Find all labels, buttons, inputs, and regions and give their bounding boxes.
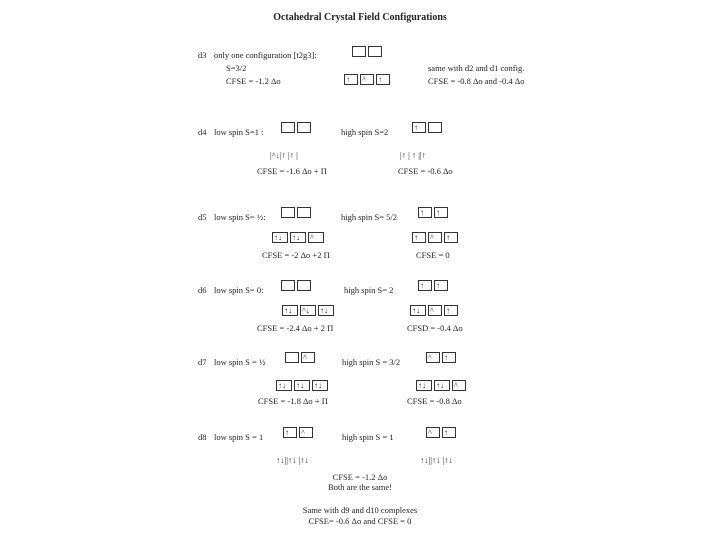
orbital-box: ↑ [344, 74, 358, 85]
d5-label: d5 [198, 212, 207, 222]
orbital-box: ↑↓ [318, 305, 334, 316]
orbital-box: ↑ [444, 305, 458, 316]
d6-low-cfse: CFSE = -2.4 Δo + 2 Π [257, 323, 334, 333]
orbital-box: ↑↓ [276, 380, 292, 391]
d5-high-cfse: CFSE = 0 [416, 250, 450, 260]
d3-label: d3 [198, 50, 207, 60]
d6-low-t2g-orbitals [282, 305, 336, 316]
d5-low-spin-label: low spin S= ½: [214, 212, 266, 222]
d5-high-spin-label: high spin S= 5/2 [341, 212, 398, 222]
orbital-box: ↑↓ [290, 232, 306, 243]
d8-low-spin-label: low spin S = 1 [214, 432, 264, 442]
d6-label: d6 [198, 285, 207, 295]
d3-t2g-orbitals [344, 74, 392, 85]
orbital-box: ↑ [283, 427, 297, 438]
orbital-box: ↑ [412, 232, 426, 243]
orbital-box: ↑↓ [416, 380, 432, 391]
orbital-box: ↑↓ [312, 380, 328, 391]
orbital-box: ↑ [418, 280, 432, 291]
footer-line-2: CFSE= -0.6 Δo and CFSE = 0 [308, 516, 412, 526]
orbital-box [281, 280, 295, 291]
d6-low-eg-orbitals [281, 280, 313, 291]
d4-low-cfse: CFSE = -1.6 Δo + Π [257, 166, 327, 176]
d7-label: d7 [198, 357, 207, 367]
d4-label: d4 [198, 127, 207, 137]
orbital-box [285, 352, 299, 363]
orbital-box: ↑↓ [434, 380, 450, 391]
d7-high-t2g-orbitals [416, 380, 468, 391]
d7-high-spin-label: high spin S = 3/2 [342, 357, 401, 367]
orbital-box [297, 207, 311, 218]
d7-low-t2g-orbitals [276, 380, 330, 391]
d3-spin: S=3/2 [226, 63, 247, 73]
d7-high-eg-orbitals [426, 352, 458, 363]
orbital-box: ↑ [434, 207, 448, 218]
d4-high-cfse: CFSE = -0.6 Δo [398, 166, 453, 176]
d7-high-cfse: CFSE = -0.8 Δo [407, 396, 462, 406]
orbital-box: ↑ [442, 352, 456, 363]
d6-low-spin-label: low spin S= 0: [214, 285, 264, 295]
d4-high-eg-orbitals [412, 122, 444, 133]
footer-line-1: Same with d9 and d10 complexes [302, 505, 418, 515]
d8-cfse: CFSE = -1.2 Δo [332, 472, 388, 482]
d6-high-eg-orbitals [418, 280, 450, 291]
orbital-box: ^ [308, 232, 324, 243]
orbital-box: ↑ [376, 74, 390, 85]
d7-low-cfse: CFSE = -1.8 Δo + Π [258, 396, 328, 406]
d4-high-spin-label: high spin S=2 [341, 127, 389, 137]
orbital-box [368, 46, 382, 57]
d7-low-spin-label: low spin S = ½ [214, 357, 266, 367]
orbital-box: ^ [428, 305, 442, 316]
orbital-box: ↑↓ [294, 380, 310, 391]
d3-note: same with d2 and d1 config. [428, 63, 525, 73]
d8-high-spin-label: high spin S = 1 [342, 432, 394, 442]
d8-high-t2g-orbitals: ↑↓||↑↓ |↑↓ [420, 455, 453, 465]
d5-high-eg-orbitals [418, 207, 450, 218]
orbital-box: ^ [299, 427, 313, 438]
d8-low-eg-orbitals [283, 427, 315, 438]
d6-high-t2g-orbitals [410, 305, 460, 316]
orbital-box [428, 122, 442, 133]
d5-low-t2g-orbitals [272, 232, 326, 243]
orbital-box: ^ [452, 380, 466, 391]
orbital-box: ↑↓ [410, 305, 426, 316]
orbital-box: ↑ [418, 207, 432, 218]
orbital-box: ↑ [412, 122, 426, 133]
orbital-box: ^ [360, 74, 374, 85]
d3-note-cfse: CFSE = -0.8 Δo and -0.4 Δo [428, 76, 525, 86]
d8-low-t2g-orbitals: ↑↓||↑↓ |↑↓ [276, 455, 309, 465]
orbital-box [352, 46, 366, 57]
d6-high-spin-label: high spin S= 2 [344, 285, 394, 295]
orbital-box [297, 280, 311, 291]
orbital-box: ^ [426, 352, 440, 363]
orbital-box: ↑ [442, 427, 456, 438]
d4-low-spin-label: low spin S=1 : [214, 127, 264, 137]
d5-low-cfse: CFSE = -2 Δo +2 Π [262, 250, 330, 260]
d4-low-t2g-orbitals: |^↓|↑ |↑ | [270, 150, 298, 160]
orbital-box: ^ [428, 232, 442, 243]
d6-high-cfse: CFSD = -0.4 Δo [407, 323, 463, 333]
d8-high-eg-orbitals [426, 427, 458, 438]
orbital-box [297, 122, 311, 133]
orbital-box: ↑↓ [282, 305, 298, 316]
d8-label: d8 [198, 432, 207, 442]
orbital-box [281, 122, 295, 133]
d5-low-eg-orbitals [281, 207, 313, 218]
orbital-box: ^↓ [300, 305, 316, 316]
orbital-box: ^ [301, 352, 315, 363]
page-title: Octahedral Crystal Field Configurations [273, 12, 447, 23]
orbital-box: ↑ [444, 232, 458, 243]
d3-eg-orbitals [352, 46, 384, 57]
d3-cfse: CFSE = -1.2 Δo [226, 76, 281, 86]
d4-low-eg-orbitals [281, 122, 313, 133]
orbital-box: ↑↓ [272, 232, 288, 243]
orbital-box: ↑ [434, 280, 448, 291]
d8-same-note: Both are the same! [328, 482, 392, 492]
orbital-box [281, 207, 295, 218]
d7-low-eg-orbitals [285, 352, 317, 363]
d3-description: only one configuration [t2g3]: [214, 50, 317, 60]
d4-high-t2g-orbitals: |↑ | ↑ ||↑ [400, 150, 426, 160]
d5-high-t2g-orbitals [412, 232, 460, 243]
orbital-box: ^ [426, 427, 440, 438]
